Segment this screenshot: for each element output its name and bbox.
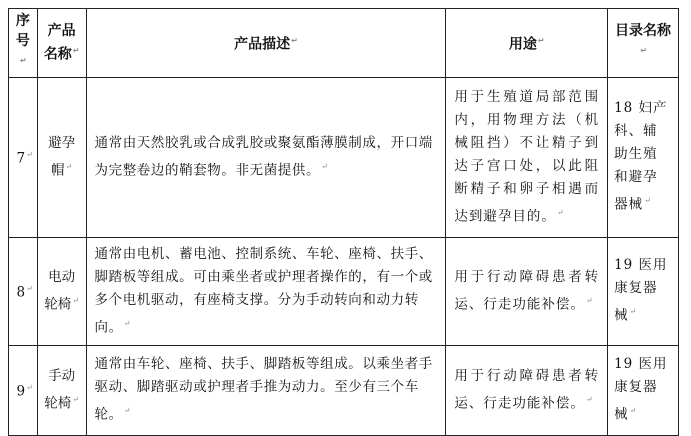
row-desc: 通常由天然胶乳或合成乳胶或聚氨酯薄膜制成，开口端为完整卷边的鞘套物。非无菌提供。↵ [86,77,446,237]
row-category: 18 妇产科、辅助生殖和避孕器械↵ [608,77,679,237]
table-row [9,345,679,435]
row-name: 电动轮椅↵ [37,237,86,345]
row-category: 19 医用康复器械↵ [608,237,679,345]
row-seq: 8↵ [9,237,38,345]
header-use: 用途↵ [446,9,608,78]
header-desc: 产品描述↵ [86,9,446,78]
row-use: 用于生殖道局部范围内，用物理方法（机械阻挡）不让精子到达子宫口处，以此阻断精子和卵子相遇而达到避孕目的。↵ [446,77,608,237]
header-row [9,9,679,78]
row-seq: 7↵ [9,77,38,237]
table-row [9,237,679,345]
row-name: 避孕帽↵ [37,77,86,237]
row-desc: 通常由车轮、座椅、扶手、脚踏板等组成。以乘坐者手驱动、脚踏驱动或护理者手推为动力。至少有三个车轮。↵ [86,345,446,435]
header-name: 产品名称↵ [37,9,86,78]
row-seq: 9↵ [9,345,38,435]
catalog-table [8,8,679,436]
row-category: 19 医用康复器械↵ [608,345,679,435]
row-desc: 通常由电机、蓄电池、控制系统、车轮、座椅、扶手、脚踏板等组成。可由乘坐者或护理者操作的，有一个或多个电机驱动，有座椅支撑。分为手动转向和动力转向。↵ [86,237,446,345]
table-row [9,77,679,237]
header-seq: 序号↵ [9,9,38,78]
row-use: 用于行动障碍患者转运、行走功能补偿。↵ [446,237,608,345]
header-category: 目录名称↵ [608,9,679,78]
row-name: 手动轮椅↵ [37,345,86,435]
row-use: 用于行动障碍患者转运、行走功能补偿。↵ [446,345,608,435]
